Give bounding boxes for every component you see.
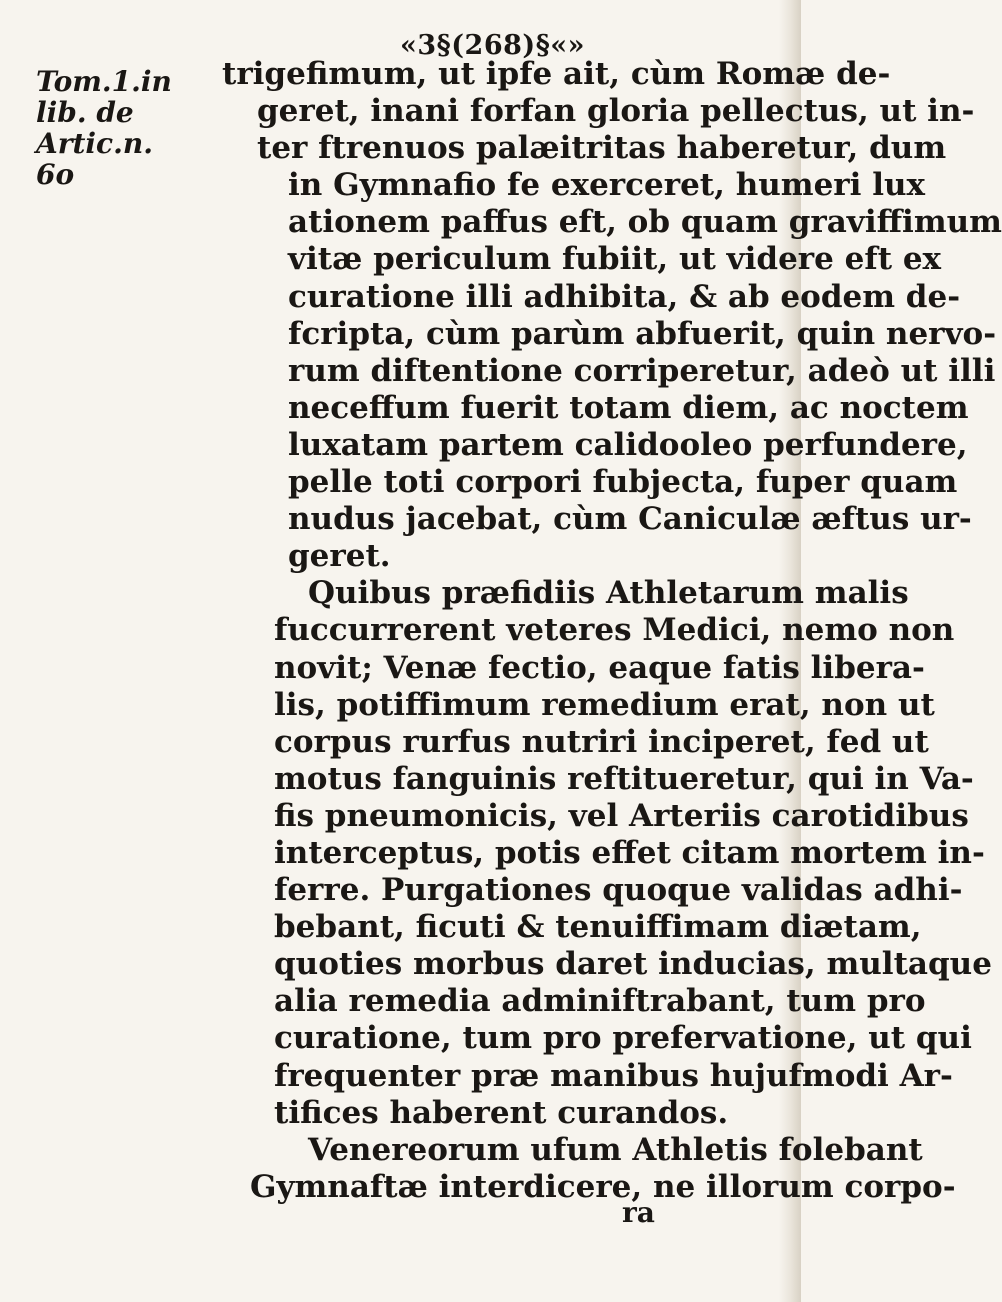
text-line: fcripta, cùm parùm abfuerit, quin nervo-	[288, 315, 997, 352]
text-line: luxatam partem calidooleo perfundere,	[288, 426, 968, 463]
text-line: motus fanguinis reftitueretur, qui in Va-	[274, 760, 974, 797]
text-line: Venereorum ufum Athletis folebant	[308, 1131, 923, 1168]
page-header: «3§(268)§«»	[400, 30, 586, 61]
text-line: geret, inani forfan gloria pellectus, ut in-	[257, 93, 975, 130]
text-line: Gymnaftæ interdicere, ne illorum corpo-	[250, 1168, 956, 1205]
text-line: geret.	[288, 538, 391, 575]
text-line: nudus jacebat, cùm Caniculæ æftus ur-	[288, 501, 972, 538]
text-line: Quibus præfidiis Athletarum malis	[308, 575, 909, 612]
text-line: alia remedia adminiftrabant, tum pro	[274, 983, 926, 1020]
text-line: lis, potiffimum remedium erat, non ut	[274, 686, 935, 723]
text-line: ter ftrenuos palæitritas haberetur, dum	[257, 130, 947, 167]
margin-note: 6o	[36, 158, 75, 191]
text-line: fuccurrerent veteres Medici, nemo non	[274, 612, 955, 649]
text-line: novit; Venæ fectio, eaque fatis libera-	[274, 649, 925, 686]
text-line: trigefimum, ut ipfe ait, cùm Romæ de-	[222, 56, 891, 92]
catchword: ra	[622, 1196, 655, 1229]
text-line: fis pneumonicis, vel Arteriis carotidibus	[274, 797, 969, 834]
text-line: in Gymnafio fe exerceret, humeri lux	[288, 167, 925, 204]
text-line: rum diftentione corriperetur, adeò ut illi	[288, 352, 996, 389]
text-line: curatione, tum pro prefervatione, ut qui	[274, 1020, 972, 1057]
text-line: interceptus, potis effet citam mortem in-	[274, 834, 985, 871]
text-line: neceffum fuerit totam diem, ac noctem	[288, 389, 969, 426]
text-line: ferre. Purgationes quoque validas adhi-	[274, 872, 963, 909]
text-line: vitæ periculum fubiit, ut videre eft ex	[288, 241, 942, 278]
margin-note: Artic.n.	[36, 127, 153, 160]
text-line: corpus rurfus nutriri inciperet, fed ut	[274, 723, 929, 760]
text-line: tifices haberent curandos.	[274, 1094, 729, 1131]
margin-note: Tom.1.in	[36, 65, 172, 98]
text-line: pelle toti corpori fubjecta, fuper quam	[288, 464, 958, 501]
main-text	[42, 56, 1002, 1206]
margin-note: lib. de	[36, 96, 134, 129]
text-line: bebant, ficuti & tenuiffimam diætam,	[274, 909, 922, 946]
text-line: ationem paffus eft, ob quam graviffimum	[288, 204, 1002, 241]
text-line: quoties morbus daret inducias, multaque	[274, 946, 992, 983]
text-line: curatione illi adhibita, & ab eodem de-	[288, 278, 961, 315]
text-line: frequenter præ manibus hujufmodi Ar-	[274, 1057, 953, 1094]
